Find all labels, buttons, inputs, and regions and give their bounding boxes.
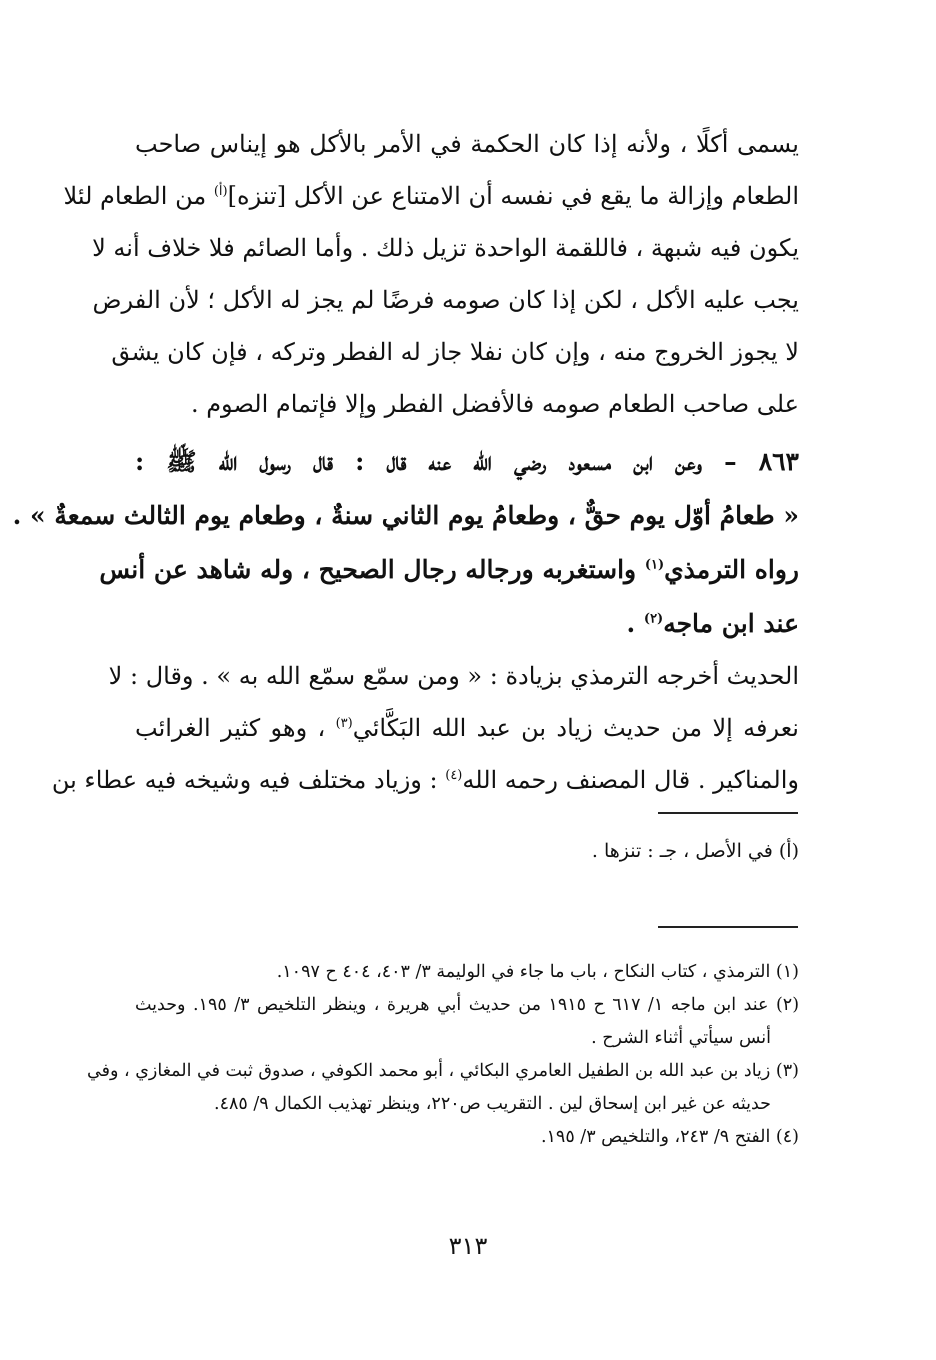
footnotes	[87, 956, 800, 1154]
text-line: يكون فيه شبهة ، فاللقمة الواحدة تزيل ذلك . وأما الصائم فلا خلاف أنه لا	[92, 234, 799, 262]
text-line: يسمى أكلًا ، ولأنه إذا كان الحكمة في الأمر بالأكل هو إيناس صاحب	[135, 130, 799, 158]
text-line: نعرفه إلا من حديث زياد بن عبد الله البَكَّائي$^{(٣)}$ ، وهو كثير الغرائب	[135, 714, 799, 742]
page-number: ٣١٣	[448, 1232, 488, 1260]
footnote-line: (٣) زياد بن عبد الله بن الطفيل العامري البكائي ، أبو محمد الكوفي ، صدوق ثبت في المغازي ، وفي	[87, 1061, 799, 1081]
text-line: والمناكير . قال المصنف رحمه الله$^{(٤)}$ : وزياد مختلف فيه وشيخه فيه عطاء بن	[51, 766, 799, 794]
text-line: على صاحب الطعام صومه فالأفضل الفطر وإلا فإتمام الصوم .	[190, 390, 799, 418]
variant-note: (أ) في الأصل ، جـ : تنزها .	[591, 840, 799, 862]
text-line: يجب عليه الأكل ، لكن إذا كان صومه فرضًا لم يجز له الأكل ؛ لأن الفرض	[92, 286, 799, 314]
hadith-line: « طعامُ أوّل يوم حقٌّ ، وطعامُ يوم الثاني سنةٌ ، وطعام يوم الثالث سمعةٌ » .	[12, 501, 799, 530]
text-line: لا يجوز الخروج منه ، وإن كان نفلا جاز له الفطر وتركه ، فإن كان يشق	[111, 338, 799, 366]
footnote-ref: (٣)	[335, 716, 353, 731]
hadith-text	[12, 435, 799, 651]
variant-ref: (أ)	[213, 184, 228, 199]
footnote-ref: (١)	[644, 557, 665, 573]
hadith-line: رواه الترمذي$^{(١)}$ واستغربه ورجاله رجال الصحيح ، وله شاهد عن أنس	[99, 555, 799, 584]
footnotes-divider	[658, 926, 798, 928]
footnote-line: (٤) الفتح ٩/ ٢٤٣، والتلخيص ٣/ ١٩٥.	[540, 1127, 799, 1147]
commentary-paragraph	[63, 118, 799, 430]
footnote-ref: (٢)	[643, 611, 664, 627]
commentary-paragraph-2	[51, 650, 799, 806]
hadith-line: عند ابن ماجه$^{(٢)}$ .	[626, 609, 799, 638]
footnote-line: (٢) عند ابن ماجه ١/ ٦١٧ ح ١٩١٥ من حديث أبي هريرة ، وينظر التلخيص ٣/ ١٩٥. وحديث	[135, 995, 800, 1015]
variant-notes-divider	[658, 812, 798, 814]
footnote-ref: (٤)	[445, 768, 463, 783]
hadith-line: ٨٦٣ – وعن ابن مسعود رضي الله عنه قال : قال رسول الله ﷺ :	[135, 447, 799, 476]
footnote-line: (١) الترمذي ، كتاب النكاح ، باب ما جاء في الوليمة ٣/ ٤٠٣، ٤٠٤ ح ١٠٩٧.	[276, 962, 799, 982]
text-line: الحديث أخرجه الترمذي بزيادة : « ومن سمّع سمّع الله به » . وقال : لا	[108, 662, 799, 690]
text-line: الطعام وإزالة ما يقع في نفسه أن الامتناع عن الأكل [تنزه]$^{(أ)}$ من الطعام لئلا	[63, 182, 799, 210]
footnote-line: حديثه عن غير ابن إسحاق لين . التقريب ص٢٢٠، وينظر تهذيب الكمال ٩/ ٤٨٥.	[214, 1094, 771, 1114]
footnote-line: أنس سيأتي أثناء الشرح .	[591, 1028, 771, 1048]
